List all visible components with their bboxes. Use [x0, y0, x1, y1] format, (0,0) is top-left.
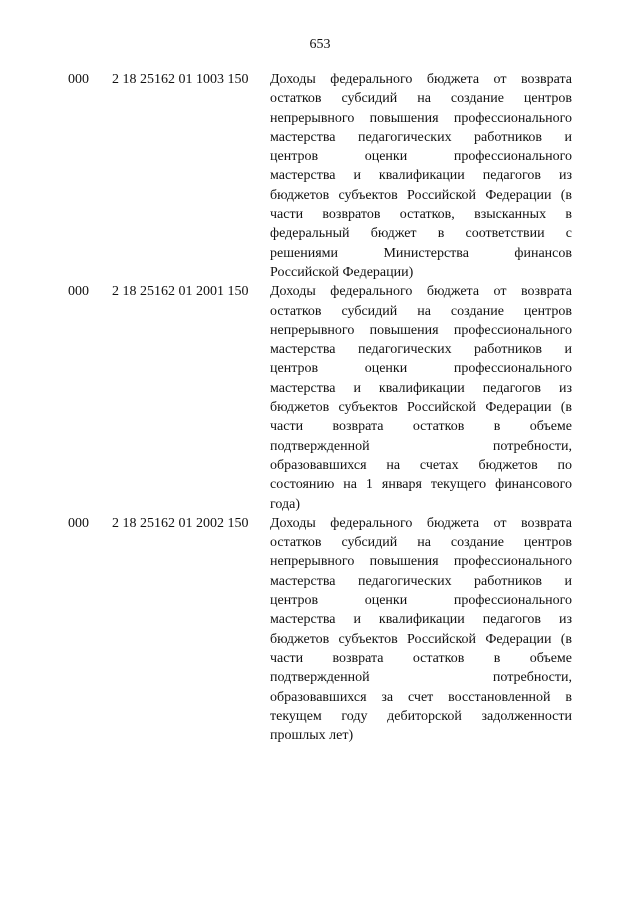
description-line: решениями Министерства финансов [270, 245, 572, 261]
budget-entry [0, 282, 640, 514]
kbk-code: 2 18 25162 01 2002 150 [112, 515, 249, 531]
description-line: образовавшихся за счет восстановленной в [270, 689, 572, 705]
description-line: центров оценки профессионального [270, 593, 572, 609]
description-line: бюджетов субъектов Российской Федерации (в [270, 631, 572, 647]
description-line: мастерства педагогических работников и [270, 342, 572, 358]
description-line: Российской Федерации) [270, 264, 414, 280]
description-line: прошлых лет) [270, 728, 354, 744]
description-line: мастерства педагогических работников и [270, 573, 572, 589]
description-line: Доходы федерального бюджета от возврата [270, 515, 572, 531]
description-line: мастерства педагогических работников и [270, 129, 572, 145]
entry-description [270, 70, 572, 282]
description-line: образовавшихся на счетах бюджетов по [270, 457, 572, 473]
entries-list [0, 70, 640, 745]
kbk-code: 2 18 25162 01 2001 150 [112, 284, 249, 300]
description-line: непрерывного повышения профессионального [270, 554, 572, 570]
description-line: части возвратов остатков, взысканных в [270, 207, 572, 223]
description-line: состоянию на 1 января текущего финансового [270, 477, 572, 493]
description-line: остатков субсидий на создание центров [270, 535, 572, 551]
admin-code: 000 [68, 72, 89, 87]
description-line: части возврата остатков в объеме [270, 650, 572, 666]
entry-description [270, 514, 572, 746]
budget-entry [0, 70, 640, 282]
description-line: бюджетов субъектов Российской Федерации (в [270, 187, 572, 203]
description-line: Доходы федерального бюджета от возврата [270, 72, 572, 87]
description-line: мастерства и квалификации педагогов из [270, 168, 572, 184]
description-line: текущем году дебиторской задолженности [270, 708, 572, 724]
admin-code: 000 [68, 284, 89, 300]
description-line: бюджетов субъектов Российской Федерации (в [270, 400, 572, 416]
description-line: подтвержденной потребности, [270, 438, 572, 454]
description-line: остатков субсидий на создание центров [270, 303, 572, 319]
description-line: года) [270, 496, 300, 512]
entry-description [270, 282, 572, 514]
description-line: Доходы федерального бюджета от возврата [270, 284, 572, 300]
description-line: части возврата остатков в объеме [270, 419, 572, 435]
description-line: федеральный бюджет в соответствии с [270, 226, 572, 242]
description-line: остатков субсидий на создание центров [270, 91, 572, 107]
description-line: центров оценки профессионального [270, 149, 572, 165]
description-line: непрерывного повышения профессионального [270, 110, 572, 126]
page-number: 653 [309, 37, 331, 52]
kbk-code: 2 18 25162 01 1003 150 [112, 72, 249, 87]
description-line: непрерывного повышения профессионального [270, 322, 572, 338]
description-line: мастерства и квалификации педагогов из [270, 380, 572, 396]
description-line: центров оценки профессионального [270, 361, 572, 377]
admin-code: 000 [68, 515, 89, 531]
description-line: мастерства и квалификации педагогов из [270, 612, 572, 628]
budget-entry [0, 514, 640, 746]
description-line: подтвержденной потребности, [270, 670, 572, 686]
